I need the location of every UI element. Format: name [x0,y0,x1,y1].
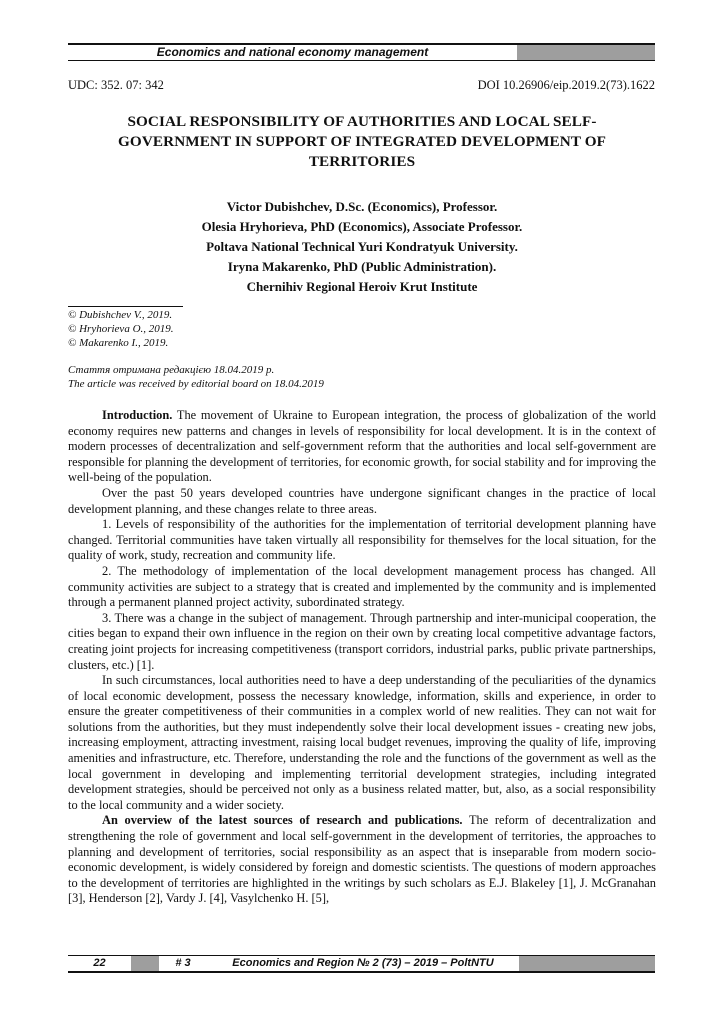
title-line: TERRITORIES [308,153,416,170]
paragraph-text: The movement of Ukraine to European integration, the process of globalization of the world economy requires new patterns and changes in levels of responsibility for local development. It is in the context of modern processes of decentralization and self-government reform that the authorities and local self-government are responsible for planning the development of territories, for economic growth, for social stability and for improving the well-being of the population. [68,408,656,485]
paragraph: 1. Levels of responsibility of the authorities for the implementation of territorial development planning have changed. Territorial communities have taken virtually all responsibility for themselves for the local situation, for the quality of work, study, recreation and community life. [68,517,656,563]
author-line: Victor Dubishchev, D.Sc. (Economics), Professor. [226,199,498,214]
journal-citation: Economics and Region № 2 (73) – 2019 – PoltNTU [232,957,494,969]
paragraph: 3. There was a change in the subject of management. Through partnership and inter-municipal cooperation, the cities began to expand their own influence in the region on their own by creating local competitive advantage factors, creating joint projects for increasing competitiveness (transport corridors, industrial parks, public private partnerships, clusters, etc.) [1]. [68,610,656,672]
copyright-line: © Dubishchev V., 2019. [68,309,173,321]
footer-gray-block [519,956,655,971]
article-body [68,408,656,907]
affiliation-line: Chernihiv Regional Heroiv Krut Institute [246,279,478,294]
paragraph-text: The reform of decentralization and strengthening the role of government and local self-government in the development of territories, the approaches to planning and development of territories, social responsibility as an aspect that is inseparable from modern socio-economic development, is widely considered by foreign and domestic scientists. The questions of modern approaches to the development of territories are highlighted in the writings by such scholars as E.J. Blakeley [1], J. McGranahan [3], Henderson [2], Vardy J. [4], Vasylchenko H. [5], [68,813,656,906]
journal-section-title: Economics and national economy management [156,45,429,59]
title-line: GOVERNMENT IN SUPPORT OF INTEGRATED DEVELOPMENT OF [118,133,606,150]
section-lead: An overview of the latest sources of research and publications. [102,813,463,828]
copyright-rule [68,306,183,307]
title-line: SOCIAL RESPONSIBILITY OF AUTHORITIES AND LOCAL SELF- [127,113,597,130]
doi: DOI 10.26906/eip.2019.2(73).1622 [477,78,655,92]
footer-rule [68,971,655,973]
paragraph: Over the past 50 years developed countries have undergone significant changes in the practice of local development planning, and these changes relate to three areas. [68,485,656,516]
udc-code: UDC: 352. 07: 342 [68,78,164,92]
received-line: Стаття отримана редакцією 18.04.2019 р. [68,364,275,376]
copyright-line: © Makarenko I., 2019. [68,337,169,349]
page-number: 22 [93,957,106,969]
running-footer [68,955,655,975]
running-header [68,43,655,63]
header-rule [68,60,655,61]
paragraph-introduction [68,408,656,486]
issue-number: # 3 [175,957,191,969]
received-note [68,363,324,391]
copyright-line: © Hryhorieva O., 2019. [68,323,174,335]
author-block [70,197,654,297]
header-gray-block [517,45,655,60]
received-line: The article was received by editorial board on 18.04.2019 [68,378,324,390]
paragraph: In such circumstances, local authorities need to have a deep understanding of the peculiarities of the dynamics of local economic development, possess the necessary knowledge, information, skills and experience, in order to ensure the greater competitiveness of their communities in a complex world of new realities. They can not wait for solutions from the authorities, but they must independently solve their local development issues - creating new jobs, increasing employment, attracting investment, raising local budget revenues, improving the quality of life, improving amenities and infrastructure, etc. Therefore, understanding the role and the functions of the government as well as the local government in developing and implementing territorial development strategies, including integrated development strategies, should be perceived not only as a business related matter, but, also, as a social responsibility to the local community and a wider society. [68,673,656,812]
article-title [70,112,654,172]
section-lead: Introduction. [102,408,173,422]
footer-gray-block [131,956,159,971]
author-line: Olesia Hryhorieva, PhD (Economics), Associate Professor. [201,219,523,234]
paragraph: 2. The methodology of implementation of the local development management process has changed. All community activities are subject to a strategy that is created and implemented by the community and is implemented through a permanent planned project activity, subordinated strategy. [68,563,656,610]
paragraph-overview [68,813,656,907]
affiliation-line: Poltava National Technical Yuri Kondratyuk University. [206,239,518,254]
author-line: Iryna Makarenko, PhD (Public Administration). [227,259,497,274]
copyright-block [68,308,174,350]
